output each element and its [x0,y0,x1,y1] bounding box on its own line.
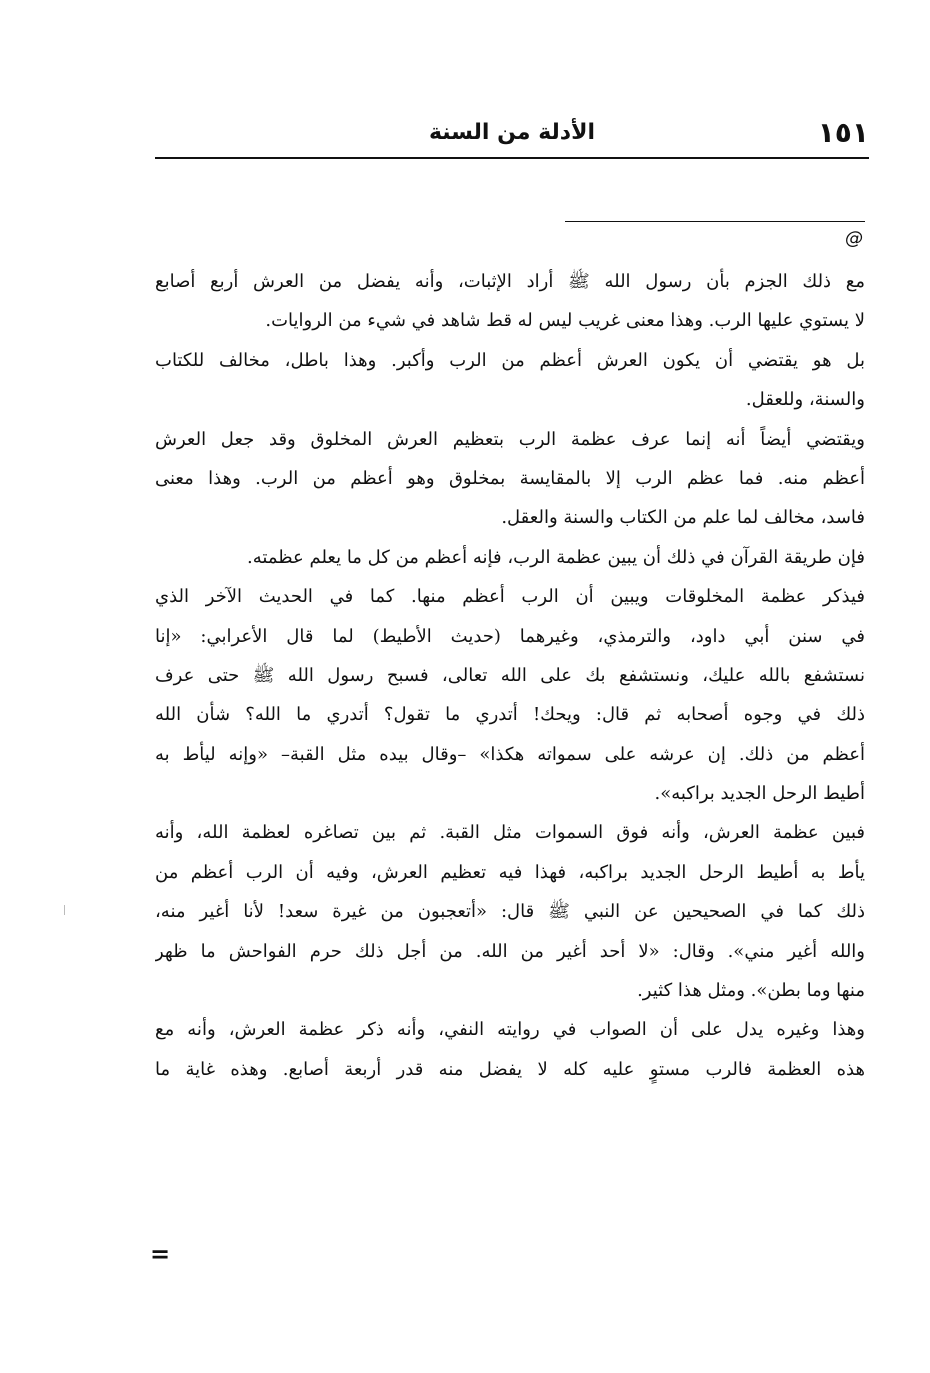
text-line: فيذكر عظمة المخلوقات ويبين أن الرب أعظم منها. كما في الحديث الآخر الذي [155,586,865,608]
margin-tick [64,905,65,915]
text-line: أطيط الرحل الجديد براكبه». [654,783,865,805]
footnote-continues-mark: = [150,1240,171,1268]
text-line: ويقتضي أيضاً أنه إنما عرف عظمة الرب بتعظيم العرش المخلوق وقد جعل العرش [155,428,865,450]
text-line: لا يستوي عليها الرب. وهذا معنى غريب ليس له قط شاهد في شيء من الروايات. [265,310,865,332]
page-number: ١٥١ [817,116,869,149]
footnote-continuation-mark: @ [845,228,863,249]
text-line: بل هو يقتضي أن يكون العرش أعظم من الرب وأكبر. وهذا باطل، مخالف للكتاب [155,349,865,371]
text-line: والسنة، وللعقل. [745,389,865,411]
text-line: أعظم منه. فما عظم الرب إلا بالمقايسة بمخلوق وهو أعظم من الرب. وهذا معنى [155,467,865,489]
footnote-body-text [155,262,865,1089]
text-line: وهذا وغيره يدل على أن الصواب في روايته النفي، وأنه ذكر عظمة العرش، وأنه مع [155,1019,865,1041]
text-line: نستشفع بالله عليك، ونستشفع بك على الله تعالى، فسبح رسول الله ﷺ حتى عرف [155,664,865,686]
header-rule [155,157,869,159]
text-line: فإن طريقة القرآن في ذلك أن يبين عظمة الرب، فإنه أعظم من كل ما يعلم عظمته. [247,546,865,568]
text-line: منها وما بطن». ومثل هذا كثير. [637,980,865,1002]
text-line: يأط به أطيط الرحل الجديد براكبه، فهذا فيه تعظيم العرش، وفيه أن الرب أعظم من [155,861,865,883]
text-line: ذلك كما في الصحيحين عن النبي ﷺ قال: «أتعجبون من غيرة سعد! لأنا أغير منه، [155,901,865,923]
text-line: ذلك في وجوه أصحابه ثم قال: ويحك! أتدري ما تقول؟ أتدري ما الله؟ شأن الله [155,704,865,726]
page-header [155,112,869,162]
text-line: مع ذلك الجزم بأن رسول الله ﷺ أراد الإثبات، وأنه يفضل من العرش أربع أصابع [155,271,865,292]
text-line: فاسد، مخالف لما علم من الكتاب والسنة والعقل. [501,507,865,529]
text-line: فبين عظمة العرش، وأنه فوق السموات مثل القبة. ثم بين تصاغره لعظمة الله، وأنه [155,822,865,844]
text-line: في سنن أبي داود، والترمذي، وغيرهما (حديث الأطيط) لما قال الأعرابي: «إنا [155,625,865,647]
text-line: أعظم من ذلك. إن عرشه على سمواته هكذا» –وقال بيده مثل القبة– «وإنه ليأط به [155,743,865,765]
text-line: والله أغير مني». وقال: «لا أحد أغير من الله. من أجل ذلك حرم الفواحش ما ظهر [155,940,865,962]
text-line: هذه العظمة فالرب مستوٍ عليه كله لا يفضل منه قدر أربعة أصابع. وهذه غاية ما [155,1058,865,1080]
footnote-separator-rule [565,221,865,222]
running-title: الأدلة من السنة [428,120,596,145]
